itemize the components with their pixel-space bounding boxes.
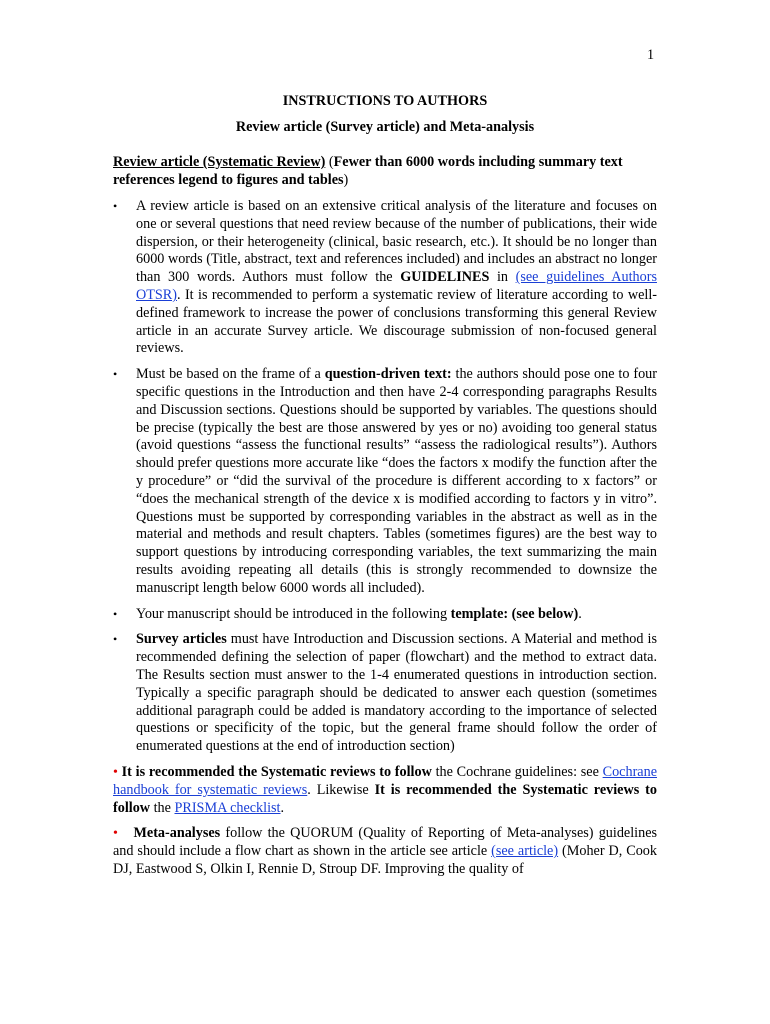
bullet-icon: • <box>113 606 118 621</box>
para-text: . Likewise <box>307 781 375 798</box>
document-title: INSTRUCTIONS TO AUTHORS <box>282 93 488 109</box>
list-item <box>113 366 657 597</box>
para-bold: It is recommended the Systematic reviews to follow <box>121 763 432 780</box>
para-text: the Cochrane guidelines: see <box>431 763 603 780</box>
see-article-link[interactable]: (see article) <box>491 843 559 860</box>
item-text: must have Introduction and Discussion sections. A Material and method is recommended defining the selection of paper (flowchart) and the method to extract data. The Results section must answer to the 1-4 enumerated questions in introduction section. Typically a specific paragraph should be dedicated to answer each question (sometimes additional paragraph could be added is mandatory according to the importance of selected questions or specificity of the topic, but the general frame should follow the order of enumerated questions at the end of introduction section) <box>136 631 657 755</box>
item-bold: question-driven text: <box>324 366 452 383</box>
instruction-list <box>113 198 657 887</box>
guidelines-link[interactable]: (see guidelines Authors OTSR) <box>136 269 657 303</box>
red-bullet-icon: • <box>113 764 118 780</box>
item-text: the authors should pose one to four specific questions in the Introduction and then have 2-4 corresponding paragraphs Results and Discussion sections. Questions should be supported by variables. The questions should be precise (typically the best are those answered by yes or no) avoiding too general status (avoid questions “assess the functional results” “assess the radiological results”). Authors should prefer questions more accurate like “does the factors x modify the function after the y procedure” or “did the survival of the procedure is different according to x factors” or “does the mechanical strength of the device x is modified according to factors y in vitro”. Questions must be supported by corresponding variables in the abstract as well as in the material and methods and result chapters. Tables (sometimes figures) are the best way to support questions by introducing corresponding variables, the text summarizing the main results avoiding repeating all details (this is strongly recommended to downsize the manuscript length below 6000 words all included). <box>136 366 657 596</box>
item-text: A review article is based on an extensive critical analysis of the literature and focuses on one or several questions that need review because of the number of publications, their wide dispersion, or their heterogeneity (clinical, basic research, etc.). It should be no longer than 6000 words (Title, abstract, text and references included) and includes an abstract no longer than 300 words. Authors must follow the <box>136 198 657 286</box>
list-item <box>113 198 657 358</box>
meta-analysis-paragraph <box>113 825 657 878</box>
item-text: . <box>578 605 582 622</box>
para-text: the <box>150 799 175 816</box>
section-heading-close: ) <box>343 171 349 188</box>
item-text: in <box>489 269 516 286</box>
document-subtitle: Review article (Survey article) and Meta-analysis <box>235 119 535 135</box>
list-item <box>113 631 657 756</box>
section-heading-qualifier: Fewer than 6000 words including summary text references legend to figures and tables <box>113 154 623 188</box>
para-text: follow the QUORUM (Quality of Reporting of Meta-analyses) guidelines and should include a flow chart as shown in the article see article <box>113 825 658 860</box>
item-bold: Survey articles <box>136 631 227 648</box>
bullet-icon: • <box>113 367 118 382</box>
page-number: 1 <box>647 47 655 63</box>
bullet-icon: • <box>113 199 118 213</box>
item-bold: template: (see below) <box>450 605 579 622</box>
para-text: (Moher D, Cook DJ, Eastwood S, Olkin I, Rennie D, Stroup DF. Improving the quality of <box>113 843 657 877</box>
para-text: . <box>280 799 285 816</box>
section-heading-title: Review article (Systematic Review) <box>113 154 326 170</box>
list-item <box>113 606 657 624</box>
section-heading-open: ( <box>325 154 334 170</box>
cochrane-handbook-link[interactable]: Cochrane handbook for systematic reviews <box>113 763 657 798</box>
bullet-icon: • <box>113 632 118 647</box>
section-heading <box>113 154 657 190</box>
para-bold: It is recommended the Systematic reviews to follow <box>113 781 657 816</box>
item-bold: GUIDELINES <box>400 269 490 286</box>
item-text: Your manuscript should be introduced in the following <box>136 605 451 622</box>
systematic-review-paragraph <box>113 764 657 817</box>
item-text: Must be based on the frame of a <box>136 366 325 383</box>
para-bold: Meta-analyses <box>133 825 221 842</box>
item-text: . It is recommended to perform a systematic review of literature according to well-defined framework to increase the power of conclusions transforming this general Review article in an accurate Survey article. We discourage submission of non-focused general reviews. <box>136 286 657 357</box>
red-bullet-icon: • <box>113 826 118 842</box>
prisma-checklist-link[interactable]: PRISMA checklist <box>174 799 281 816</box>
